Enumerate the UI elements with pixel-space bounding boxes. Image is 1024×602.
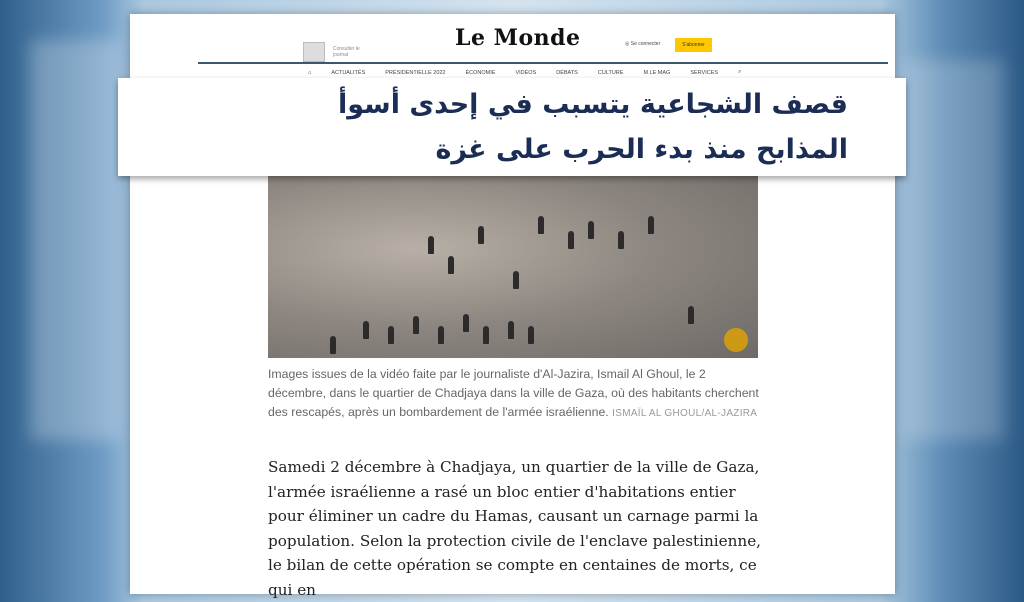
home-icon[interactable]: ⌂ [308, 69, 312, 76]
nav-item[interactable]: CULTURE [597, 69, 624, 76]
news-headline-banner [118, 78, 906, 176]
journal-label: Consulter le journal [333, 46, 360, 58]
nav-item[interactable]: SERVICES [690, 69, 719, 76]
le-monde-logo[interactable]: Le Monde [455, 25, 581, 51]
user-icon: ◎ [625, 41, 631, 47]
headline-line-1: قصف الشجاعية يتسبب في إحدى أسوأ [337, 89, 848, 120]
nav-item[interactable]: ACTUALITÉS [331, 69, 366, 76]
subscribe-button[interactable]: S'abonner [675, 38, 712, 52]
journal-thumbnail [303, 42, 325, 62]
search-icon[interactable]: ⌕ [738, 69, 742, 75]
journal-link[interactable] [303, 42, 363, 62]
photo-credit: ISMAÏL AL GHOUL/AL-JAZIRA [612, 408, 758, 419]
photo-caption [268, 365, 763, 423]
login-label: Se connecter [630, 41, 661, 47]
article-body: Samedi 2 décembre à Chadjaya, un quartier de la ville de Gaza, l'armée israélienne a rasé un bloc entier d'habitations entier pour éliminer un cadre du Hamas, causant un carnage parmi la population. Selon la protection civile de l'enclave palestinienne, le bilan de cette opération se compte en centaines de morts, ce qui en [268, 458, 762, 599]
nav-item[interactable]: VIDÉOS [515, 69, 537, 76]
nav-item[interactable]: ÉCONOMIE [465, 69, 496, 76]
nav-item[interactable]: PRÉSIDENTIELLE 2022 [385, 69, 446, 76]
nav-item[interactable]: DÉBATS [556, 69, 578, 76]
divider [198, 62, 888, 64]
headline-line-2: المذابح منذ بدء الحرب على غزة [435, 134, 848, 165]
nav-item[interactable]: M LE MAG [643, 69, 671, 76]
background-blur [904, 60, 1004, 440]
login-link[interactable] [625, 41, 660, 47]
main-nav [308, 69, 741, 76]
background-blur [30, 40, 120, 440]
al-jazeera-logo [724, 328, 748, 352]
article-photo [268, 176, 758, 358]
caption-text: Images issues de la vidéo faite par le journaliste d'Al-Jazira, Ismail Al Ghoul, le 2 décembre, dans le quartier de Chadjaya dans la ville de Gaza, où des habitants cherchent des rescapés, après un bombardement de l'armée israélienne. [268, 367, 759, 419]
